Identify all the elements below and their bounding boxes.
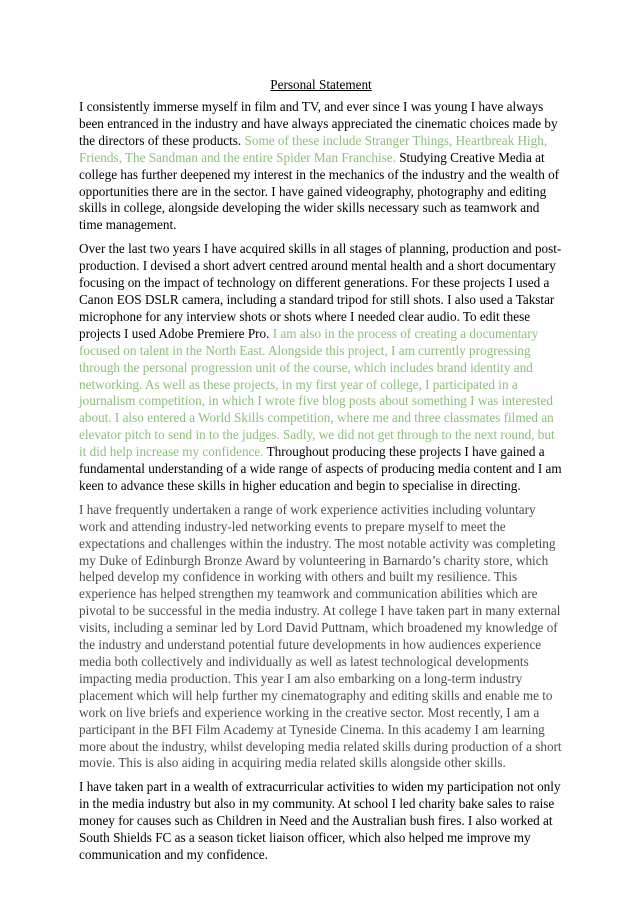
paragraph-1-segment-3: Studying Creative Media at college has further deepened my interest in the mechanics of the industry and the wealth of opportunities there are in the sector. I have gained videography, photography and editing skills in college, alongside developing the wider skills necessary such as teamwork and time management. bbox=[79, 149, 560, 233]
paragraph-2-segment-3: Throughout producing these projects I have gained a fundamental understanding of a wide range of aspects of producing media content and I am keen to advance these skills in higher education and begin to specialise in directing. bbox=[79, 444, 562, 493]
paragraph-2 bbox=[79, 241, 563, 495]
paragraph-3 bbox=[79, 502, 563, 773]
paragraph-1 bbox=[79, 99, 563, 234]
paragraph-2-highlight: I am also in the process of creating a documentary focused on talent in the North East. Alongside this project, I am currently progressing through the personal progression unit of the course, which includes brand identity and networking. As well as these projects, in my first year of college, I participated in a journalism competition, in which I wrote five blog posts about something I was interested about. I also entered a World Skills competition, where me and three classmates filmed an elevator pitch to send in to the judges. Sadly, we did not get through to the next round, but it did help increase my confidence. bbox=[79, 325, 555, 460]
paragraph-2-segment-1: Over the last two years I have acquired skills in all stages of planning, production and post-production. I devised a short advert centred around mental health and a short documentary focusing on the impact of technology on different generations. For these projects I used a Canon EOS DSLR camera, including a standard tripod for still shots. I also used a Takstar microphone for any interview shots or shots where I needed clear audio. To edit these projects I used Adobe Premiere Pro. bbox=[79, 241, 562, 341]
document-title: Personal Statement bbox=[270, 77, 372, 92]
paragraph-1-segment-1: I consistently immerse myself in film and TV, and ever since I was young I have always been entranced in the industry and have always appreciated the cinematic choices made by the directors of these products. bbox=[79, 99, 558, 148]
paragraph-4 bbox=[79, 779, 563, 864]
paragraph-4-segment-1: I have taken part in a wealth of extracurricular activities to widen my participation not only in the media industry but also in my community. At school I led charity bake sales to raise money for causes such as Children in Need and the Australian bush fires. I also worked at South Shields FC as a season ticket liaison officer, which also helped me improve my communication and my confidence. bbox=[79, 779, 561, 862]
paragraph-3-segment-1: I have frequently undertaken a range of work experience activities including voluntary work and attending industry-led networking events to prepare myself to meet the expectations and challenges within the industry. The most notable activity was completing my Duke of Edinburgh Bronze Award by volunteering in Barnardo’s charity store, which helped develop my confidence in working with others and built my resilience. This experience has helped strengthen my teamwork and communication abilities which are pivotal to be successful in the media industry. At college I have taken part in many external visits, including a seminar led by Lord David Puttnam, which broadened my knowledge of the industry and understand potential future developments in how audiences experience media both collectively and individually as well as latest technological developments impacting media production. This year I am also embarking on a long-term industry placement which will help further my cinematography and editing skills and enable me to work on live briefs and experience working in the creative sector. Most recently, I am a participant in the BFI Film Academy at Tyneside Cinema. In this academy I am learning more about the industry, whilst developing media related skills during production of a short movie. This is also aiding in acquiring media related skills alongside other skills. bbox=[79, 501, 562, 771]
paragraph-1-highlight: Some of these include Stranger Things, Heartbreak High, Friends, The Sandman and the entire Spider Man Franchise. bbox=[79, 132, 548, 165]
document-page bbox=[79, 76, 563, 871]
